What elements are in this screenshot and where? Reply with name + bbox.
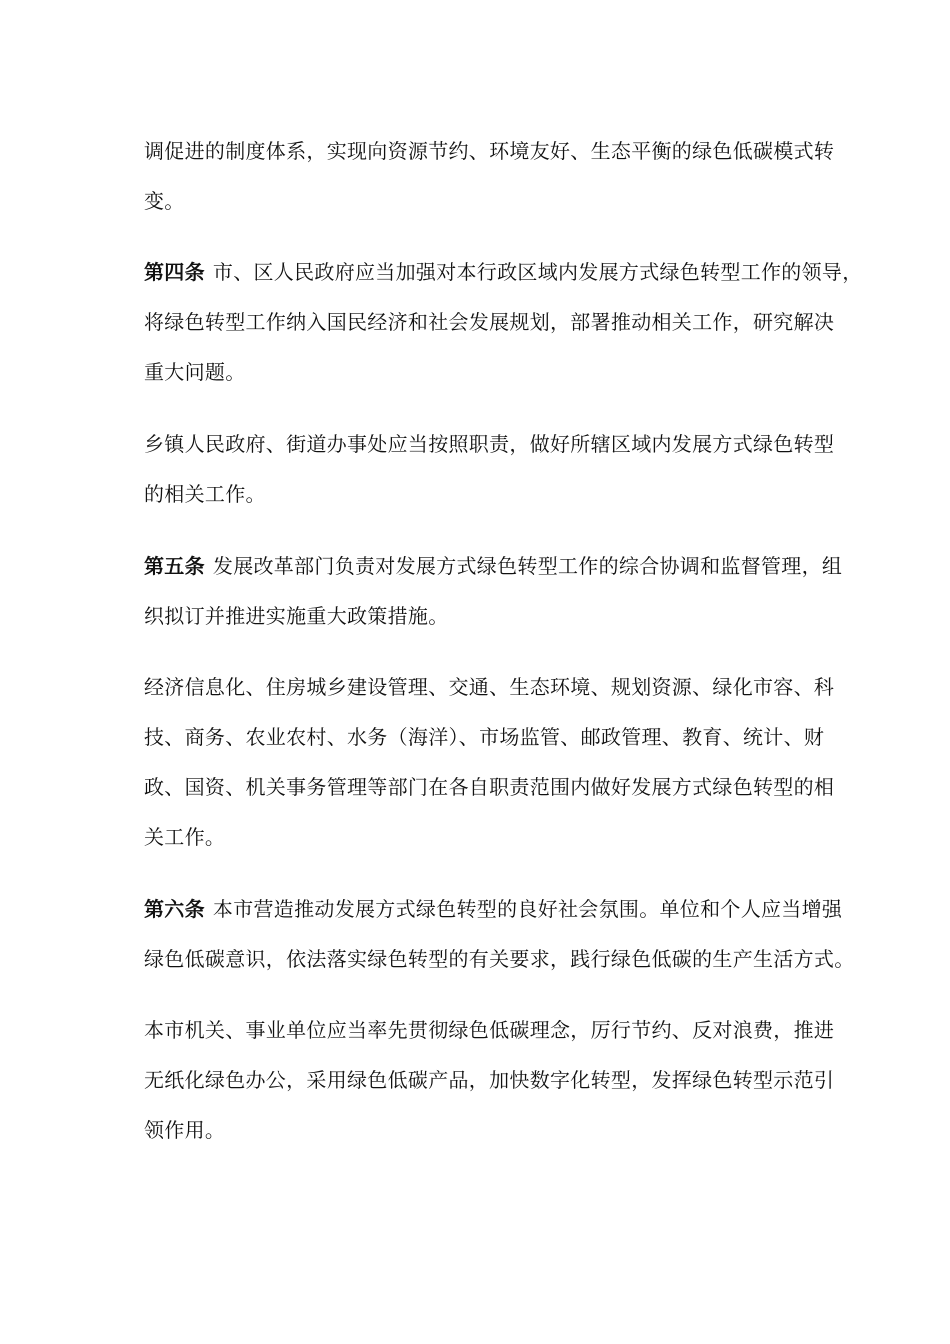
- paragraph-article-6: [144, 884, 855, 984]
- paragraph-institutions: [144, 1005, 835, 1155]
- paragraph-article-5: [144, 541, 843, 641]
- text-line: 政、国资、机关事务管理等部门在各自职责范围内做好发展方式绿色转型的相: [144, 775, 835, 799]
- paragraph-article-4: [144, 247, 863, 397]
- text-line: 的相关工作。: [144, 482, 266, 506]
- text-line: [144, 247, 863, 297]
- text-line: [144, 884, 843, 934]
- article-number: 第六条: [144, 897, 205, 921]
- article-number: 第四条: [144, 260, 205, 284]
- text-line: 乡镇人民政府、街道办事处应当按照职责，做好所辖区域内发展方式绿色转型: [144, 432, 835, 456]
- text-line: 绿色低碳意识，依法落实绿色转型的有关要求，践行绿色低碳的生产生活方式。: [144, 947, 855, 971]
- text-line: 技、商务、农业农村、水务（海洋）、市场监管、邮政管理、教育、统计、财: [144, 725, 825, 749]
- paragraph-township: [144, 419, 835, 519]
- article-text: 本市营造推动发展方式绿色转型的良好社会氛围。单位和个人应当增强: [212, 897, 843, 921]
- article-text: 发展改革部门负责对发展方式绿色转型工作的综合协调和监督管理，组: [212, 554, 843, 578]
- text-line: 关工作。: [144, 825, 226, 849]
- paragraph-departments: [144, 662, 835, 862]
- article-text: 市、区人民政府应当加强对本行政区域内发展方式绿色转型工作的领导，: [212, 260, 863, 284]
- text-line: 经济信息化、住房城乡建设管理、交通、生态环境、规划资源、绿化市容、科: [144, 675, 835, 699]
- text-line: 将绿色转型工作纳入国民经济和社会发展规划，部署推动相关工作，研究解决: [144, 310, 835, 334]
- text-line: 织拟订并推进实施重大政策措施。: [144, 604, 449, 628]
- text-line: 无纸化绿色办公，采用绿色低碳产品，加快数字化转型，发挥绿色转型示范引: [144, 1068, 835, 1092]
- text-line: [144, 541, 843, 591]
- paragraph-intro-continuation: [144, 126, 835, 226]
- text-line: 变。: [144, 189, 185, 213]
- text-line: 领作用。: [144, 1118, 226, 1142]
- text-line: 本市机关、事业单位应当率先贯彻绿色低碳理念，厉行节约、反对浪费，推进: [144, 1018, 835, 1042]
- text-line: 调促进的制度体系，实现向资源节约、环境友好、生态平衡的绿色低碳模式转: [144, 139, 835, 163]
- text-line: 重大问题。: [144, 360, 246, 384]
- article-number: 第五条: [144, 554, 205, 578]
